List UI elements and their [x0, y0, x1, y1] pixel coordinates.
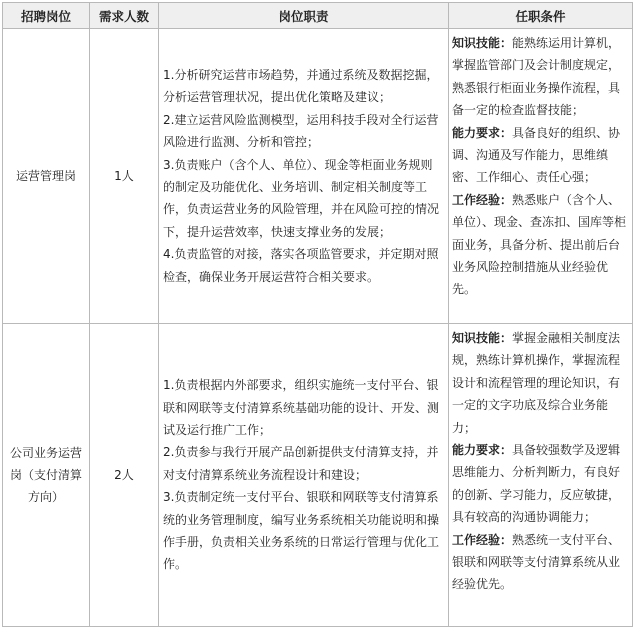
duty-item: 3.负责制定统一支付平台、银联和网联等支付清算系统的业务管理制度，编写业务系统相关功能说明和操作手册，负责相关业务系统的日常运行管理与优化工作。 — [163, 490, 440, 572]
count-cell: 1人 — [90, 29, 159, 324]
duty-item: 1.分析研究运营市场趋势，并通过系统及数据挖掘，分析运营管理状况，提出优化策略及建议； — [163, 67, 439, 105]
duties-cell — [159, 29, 449, 324]
requirements-cell — [449, 29, 633, 324]
requirement-item — [452, 529, 629, 596]
requirement-item — [452, 327, 629, 439]
table-header-row — [3, 3, 633, 29]
header-requirements: 任职条件 — [449, 3, 633, 29]
requirement-text: 熟悉账户（含个人、单位）、现金、查冻扣、国库等柜面业务，具备分析、提出前后台业务风险控制措施从业经验优先。 — [452, 192, 627, 297]
count-cell: 2人 — [90, 324, 159, 627]
header-count: 需求人数 — [90, 3, 159, 29]
requirement-item — [452, 122, 629, 189]
requirement-label: 工作经验： — [452, 532, 513, 547]
requirements-cell — [449, 324, 633, 627]
header-position: 招聘岗位 — [3, 3, 90, 29]
requirement-text: 熟悉统一支付平台、银联和网联等支付清算系统从业经验优先。 — [452, 532, 621, 592]
duty-item: 4.负责监管的对接，落实各项监管要求，并定期对照检查，确保业务开展运营符合相关要求。 — [163, 247, 439, 284]
requirement-label: 能力要求： — [452, 443, 513, 458]
recruitment-table — [2, 2, 633, 627]
requirement-item — [452, 439, 629, 529]
requirement-text: 具备较强数学及逻辑思维能力、分析判断力，有良好的创新、学习能力，反应敏捷，具有较高的沟通协调能力； — [452, 443, 621, 525]
requirement-item — [452, 32, 629, 122]
requirement-text: 能熟练运用计算机，掌握监管部门及会计制度规定，熟悉银行柜面业务操作流程，具备一定的检查监督技能； — [452, 36, 621, 118]
requirement-label: 工作经验： — [452, 192, 513, 207]
position-cell: 公司业务运营岗（支付清算方向） — [3, 324, 90, 627]
duty-item: 2.建立运营风险监测模型，运用科技手段对全行运营风险进行监测、分析和管控； — [163, 112, 439, 150]
duty-item: 2.负责参与我行开展产品创新提供支付清算支持，并对支付清算系统业务流程设计和建设； — [163, 445, 439, 482]
header-duties: 岗位职责 — [159, 3, 449, 29]
requirement-text: 掌握金融相关制度法规，熟练计算机操作，掌握流程设计和流程管理的理论知识，有一定的文字功底及综合业务能力； — [452, 331, 621, 435]
duty-item: 1.负责根据内外部要求，组织实施统一支付平台、银联和网联等支付清算系统基础功能的设计、开发、测试及运行推广工作； — [163, 378, 440, 437]
table-row — [3, 29, 633, 324]
position-cell: 运营管理岗 — [3, 29, 90, 324]
requirement-label: 知识技能： — [452, 36, 513, 50]
duty-item: 3.负责账户（含个人、单位）、现金等柜面业务规则的制定及功能优化、业务培训、制定相关制度等工作，负责运营业务的风险管理，并在风险可控的情况下，提升运营效率，快速支撑业务的发展； — [163, 157, 440, 239]
requirement-label: 能力要求： — [452, 125, 513, 140]
requirement-text: 具备良好的组织、协调、沟通及写作能力，思维缜密、工作细心、责任心强； — [452, 125, 621, 185]
table-row — [3, 324, 633, 627]
requirement-item — [452, 189, 629, 301]
duties-cell — [159, 324, 449, 627]
requirement-label: 知识技能： — [452, 331, 513, 345]
